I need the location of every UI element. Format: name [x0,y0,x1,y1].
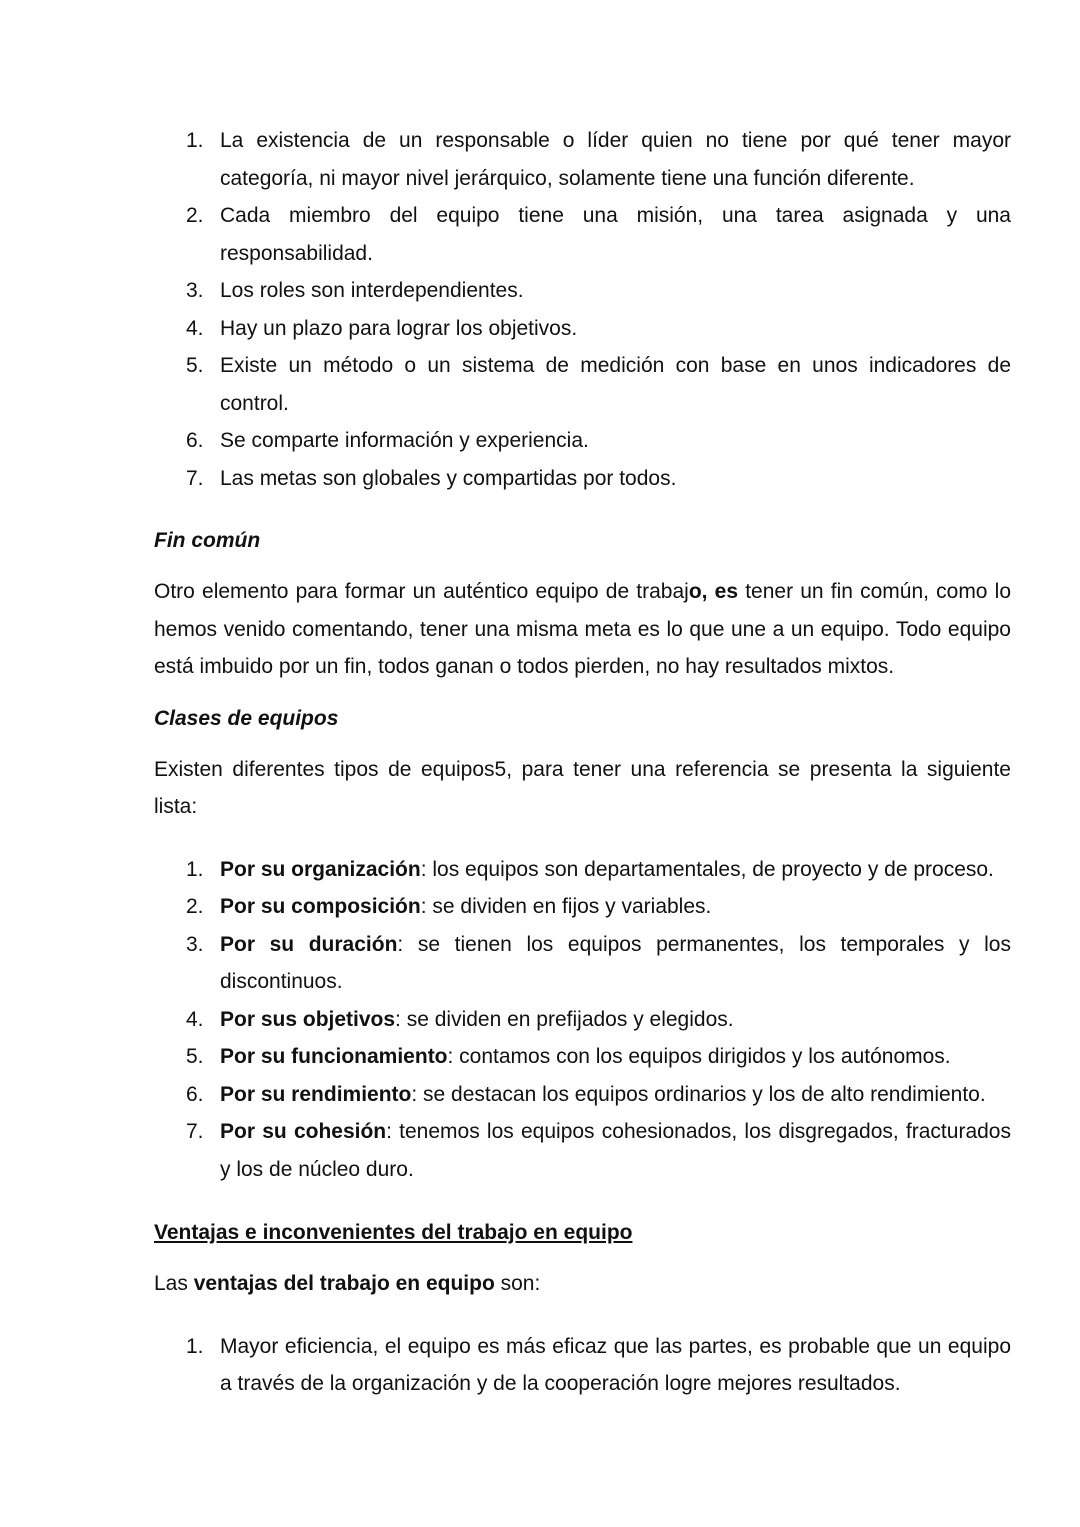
paragraph-text: Otro elemento para formar un auténtico equipo de trabaj [154,580,689,603]
ventajas-intro-paragraph [154,1265,1011,1303]
team-types-list [154,851,1011,1189]
list-item-text: La existencia de un responsable o líder quien no tiene por qué tener mayor categoría, ni mayor nivel jerárquico, solamente tiene una función diferente. [220,129,1011,190]
list-item-number: 1. [186,1334,204,1358]
list-item [154,1038,1011,1076]
list-item-number: 7. [186,466,204,490]
list-item [154,272,1011,310]
document-page [154,122,1011,1403]
list-item-number: 3. [186,932,204,956]
section-heading-fin-comun: Fin común [154,529,261,552]
paragraph-bold-text: o, es [688,580,739,603]
list-item [154,1113,1011,1188]
list-item-text: Cada miembro del equipo tiene una misión, una tarea asignada y una responsabilidad. [220,204,1011,265]
list-item-number: 6. [186,1082,204,1106]
list-item-text: Mayor eficiencia, el equipo es más eficaz que las partes, es probable que un equipo a través de la organización y de la cooperación logre mejores resultados. [220,1334,1011,1395]
list-item-text: : se destacan los equipos ordinarios y los de alto rendimiento. [411,1082,986,1106]
paragraph-bold-text: ventajas del trabajo en equipo [193,1272,495,1295]
characteristics-list [154,122,1011,497]
list-item-number: 1. [186,857,204,881]
list-item-text: : se tienen los equipos permanentes, los temporales y los discontinuos. [220,932,1011,993]
list-item-number: 4. [186,316,204,340]
list-item [154,1001,1011,1039]
paragraph-text: son: [494,1272,541,1295]
list-item-number: 4. [186,1007,204,1031]
list-item-label: Por su funcionamiento [220,1045,448,1068]
list-item [154,310,1011,348]
list-item-number: 3. [186,279,204,302]
list-item [154,422,1011,460]
list-item [154,347,1011,422]
list-item-label: Por su cohesión [220,1120,387,1143]
list-item-number: 2. [186,895,204,918]
list-item [154,926,1011,1001]
clases-intro-paragraph: Existen diferentes tipos de equipos5, para tener una referencia se presenta la siguiente lista: [154,757,1011,818]
list-item-label: Por su rendimiento [220,1082,412,1106]
list-item [154,1076,1011,1114]
advantages-list [154,1328,1011,1403]
list-item-number: 7. [186,1120,204,1143]
list-item-text: : contamos con los equipos dirigidos y los autónomos. [447,1045,951,1068]
list-item-text: Hay un plazo para lograr los objetivos. [220,316,578,340]
list-item-label: Por su duración [220,932,398,956]
list-item [154,122,1011,197]
list-item-text: : se dividen en fijos y variables. [420,895,712,918]
list-item-text: Las metas son globales y compartidas por todos. [220,466,677,490]
list-item-label: Por su organización [220,857,421,881]
list-item [154,1328,1011,1403]
list-item-text: Se comparte información y experiencia. [220,429,589,452]
list-item-text: Los roles son interdependientes. [220,279,524,302]
list-item [154,851,1011,889]
list-item-text: Existe un método o un sistema de medición con base en unos indicadores de control. [220,354,1011,415]
list-item [154,888,1011,926]
fin-comun-paragraph [154,573,1011,686]
list-item-text: : los equipos son departamentales, de proyecto y de proceso. [420,857,994,881]
list-item-text: : tenemos los equipos cohesionados, los disgregados, fracturados y los de núcleo duro. [220,1120,1011,1181]
section-heading-ventajas: Ventajas e inconvenientes del trabajo en equipo [154,1221,633,1244]
list-item-text: : se dividen en prefijados y elegidos. [395,1007,734,1031]
list-item-number: 2. [186,204,204,227]
section-heading-clases: Clases de equipos [154,706,339,730]
list-item [154,197,1011,272]
list-item-label: Por su composición [220,895,421,918]
list-item-number: 6. [186,429,204,452]
list-item-number: 1. [186,129,204,152]
paragraph-text: Las [154,1272,194,1295]
list-item-number: 5. [186,354,204,377]
list-item-label: Por sus objetivos [220,1007,396,1031]
paragraph-text: tener un fin común, como lo hemos venido comentando, tener una misma meta es lo que une a un equipo. Todo equipo está imbuido por un fin, todos ganan o todos pierden, no hay resultados mixtos. [154,580,1012,678]
list-item-number: 5. [186,1045,204,1068]
list-item [154,460,1011,498]
